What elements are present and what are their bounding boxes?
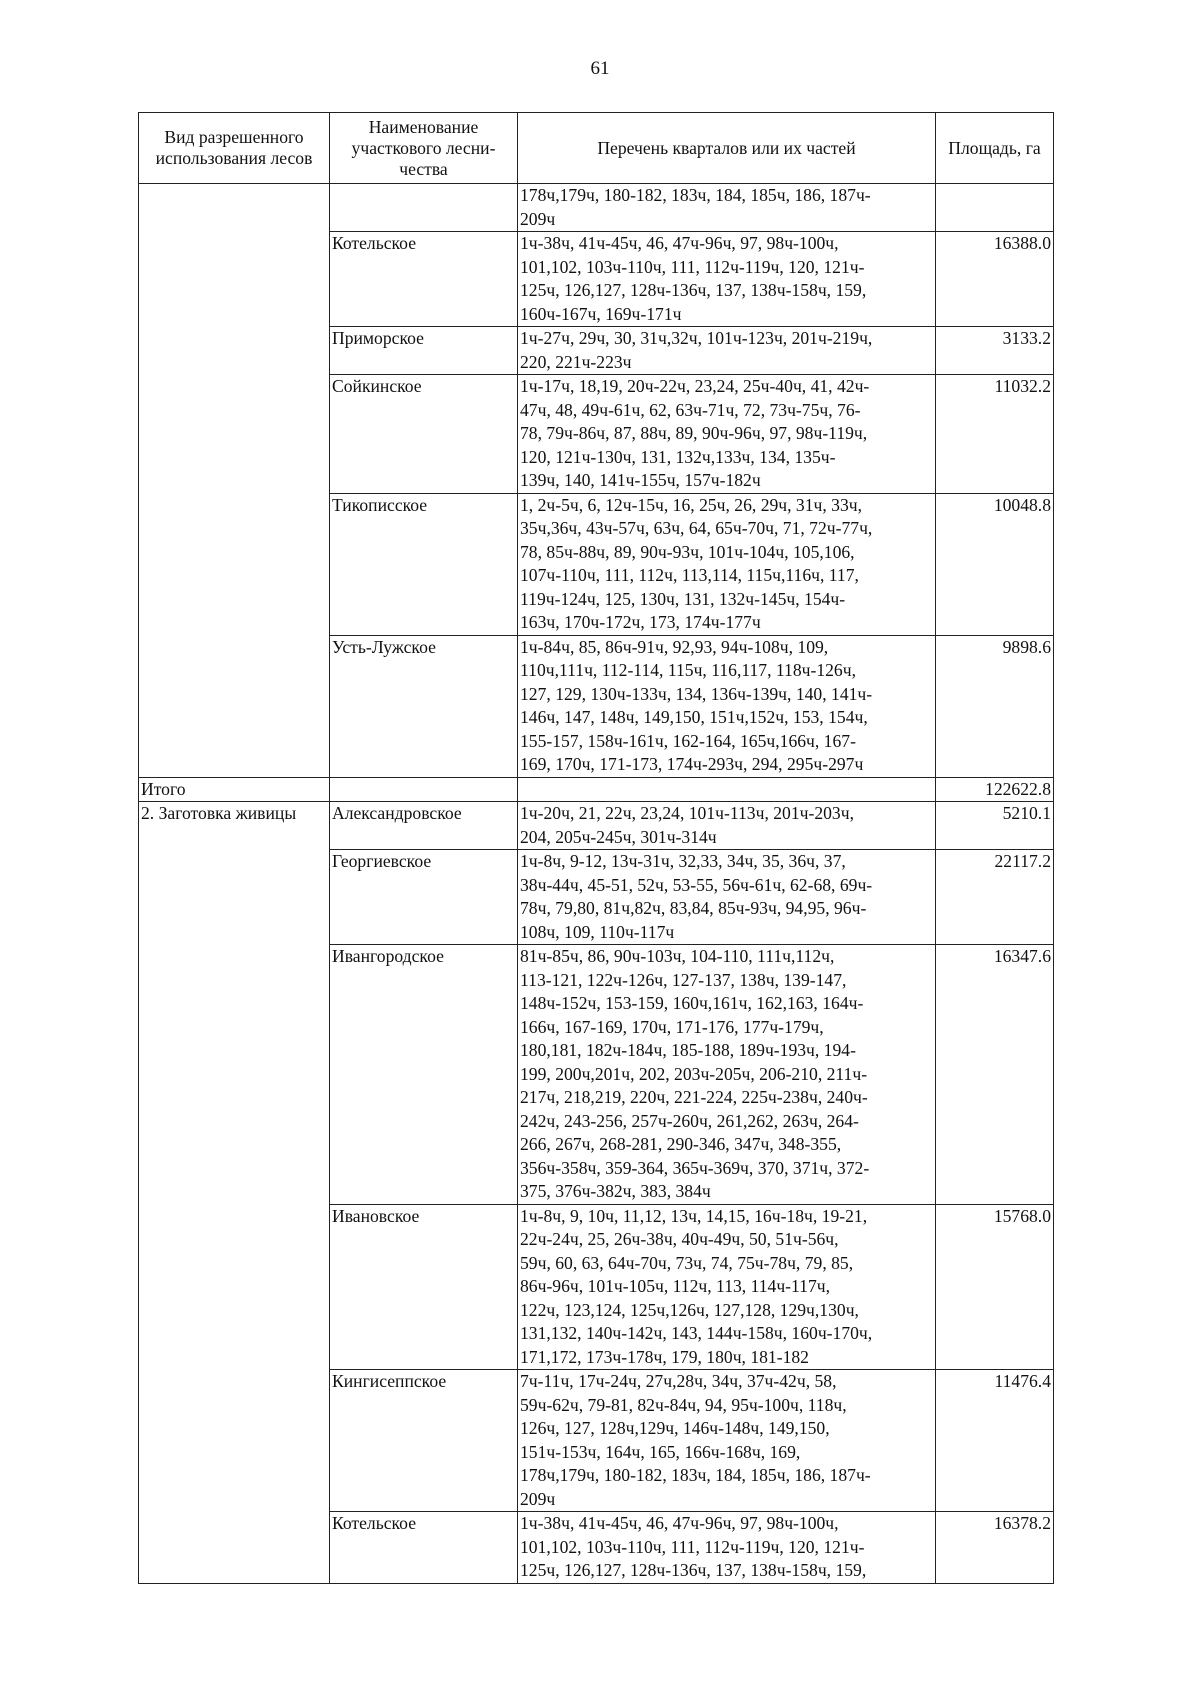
area-cell: 16347.6 <box>936 945 1054 1205</box>
header-quarters-list: Перечень кварталов или их частей <box>518 113 936 184</box>
area-cell: 5210.1 <box>936 802 1054 850</box>
quarters-list-cell: 1ч-20ч, 21, 22ч, 23,24, 101ч-113ч, 201ч-203ч, 204, 205ч-245ч, 301ч-314ч <box>518 802 936 850</box>
forestry-name-cell: Приморское <box>330 327 518 375</box>
header-forestry-name: Наименование участкового лесни-чества <box>330 113 518 184</box>
area-cell: 16378.2 <box>936 1512 1054 1584</box>
quarters-list-cell: 1ч-8ч, 9-12, 13ч-31ч, 32,33, 34ч, 35, 36ч, 37, 38ч-44ч, 45-51, 52ч, 53-55, 56ч-61ч, 62-68, 69ч- 78ч, 79,80, 81ч,82ч, 83,84, 85ч-93ч, 94,95, 96ч- 108ч, 109, 110ч-117ч <box>518 850 936 945</box>
quarters-list-cell <box>518 777 936 802</box>
table-row <box>139 802 1054 850</box>
forestry-name-cell: Котельское <box>330 1512 518 1584</box>
header-area: Площадь, га <box>936 113 1054 184</box>
forestry-name-cell <box>330 184 518 232</box>
area-cell: 22117.2 <box>936 850 1054 945</box>
header-usage-kind: Вид разрешенного использования лесов <box>139 113 330 184</box>
quarters-list-cell: 1, 2ч-5ч, 6, 12ч-15ч, 16, 25ч, 26, 29ч, 31ч, 33ч, 35ч,36ч, 43ч-57ч, 63ч, 64, 65ч-70ч, 71, 72ч-77ч, 78, 85ч-88ч, 89, 90ч-93ч, 101ч-104ч, 105,106, 107ч-110ч, 111, 112ч, 113,114, 115ч,116ч, 117, 119ч-124ч, 125, 130ч, 131, 132ч-145ч, 154ч- 163ч, 170ч-172ч, 173, 174ч-177ч <box>518 493 936 635</box>
area-cell: 11476.4 <box>936 1370 1054 1512</box>
area-cell <box>936 184 1054 232</box>
usage-kind-cell: Итого <box>139 777 330 802</box>
forestry-name-cell: Георгиевское <box>330 850 518 945</box>
forestry-name-cell: Александровское <box>330 802 518 850</box>
quarters-list-cell: 1ч-8ч, 9, 10ч, 11,12, 13ч, 14,15, 16ч-18ч, 19-21, 22ч-24ч, 25, 26ч-38ч, 40ч-49ч, 50, 51ч-56ч, 59ч, 60, 63, 64ч-70ч, 73ч, 74, 75ч-78ч, 79, 85, 86ч-96ч, 101ч-105ч, 112ч, 113, 114ч-117ч, 122ч, 123,124, 125ч,126ч, 127,128, 129ч,130ч, 131,132, 140ч-142ч, 143, 144ч-158ч, 160ч-170ч, 171,172, 173ч-178ч, 179, 180ч, 181-182 <box>518 1204 936 1370</box>
quarters-list-cell: 1ч-38ч, 41ч-45ч, 46, 47ч-96ч, 97, 98ч-100ч, 101,102, 103ч-110ч, 111, 112ч-119ч, 120, 121ч- 125ч, 126,127, 128ч-136ч, 137, 138ч-158ч, 159, 160ч-167ч, 169ч-171ч <box>518 232 936 327</box>
forestry-name-cell: Ивангородское <box>330 945 518 1205</box>
area-cell: 10048.8 <box>936 493 1054 635</box>
quarters-list-cell: 1ч-27ч, 29ч, 30, 31ч,32ч, 101ч-123ч, 201ч-219ч, 220, 221ч-223ч <box>518 327 936 375</box>
forest-use-table <box>138 112 1054 1584</box>
quarters-list-cell: 1ч-84ч, 85, 86ч-91ч, 92,93, 94ч-108ч, 109, 110ч,111ч, 112-114, 115ч, 116,117, 118ч-126ч, 127, 129, 130ч-133ч, 134, 136ч-139ч, 140, 141ч- 146ч, 147, 148ч, 149,150, 151ч,152ч, 153, 154ч, 155-157, 158ч-161ч, 162-164, 165ч,166ч, 167- 169, 170ч, 171-173, 174ч-293ч, 294, 295ч-297ч <box>518 635 936 777</box>
usage-kind-cell <box>139 184 330 778</box>
forestry-name-cell: Котельское <box>330 232 518 327</box>
area-cell: 122622.8 <box>936 777 1054 802</box>
forestry-name-cell: Сойкинское <box>330 375 518 494</box>
area-cell: 16388.0 <box>936 232 1054 327</box>
table-row <box>139 184 1054 232</box>
quarters-list-cell: 1ч-38ч, 41ч-45ч, 46, 47ч-96ч, 97, 98ч-100ч, 101,102, 103ч-110ч, 111, 112ч-119ч, 120, 121ч- 125ч, 126,127, 128ч-136ч, 137, 138ч-158ч, 159, <box>518 1512 936 1584</box>
forestry-name-cell: Ивановское <box>330 1204 518 1370</box>
forestry-name-cell <box>330 777 518 802</box>
table-row <box>139 777 1054 802</box>
usage-kind-cell: 2. Заготовка живицы <box>139 802 330 1584</box>
table-header-row <box>139 113 1054 184</box>
area-cell: 11032.2 <box>936 375 1054 494</box>
quarters-list-cell: 7ч-11ч, 17ч-24ч, 27ч,28ч, 34ч, 37ч-42ч, 58, 59ч-62ч, 79-81, 82ч-84ч, 94, 95ч-100ч, 118ч, 126ч, 127, 128ч,129ч, 146ч-148ч, 149,150, 151ч-153ч, 164ч, 165, 166ч-168ч, 169, 178ч,179ч, 180-182, 183ч, 184, 185ч, 186, 187ч- 209ч <box>518 1370 936 1512</box>
area-cell: 3133.2 <box>936 327 1054 375</box>
forestry-name-cell: Усть-Лужское <box>330 635 518 777</box>
area-cell: 15768.0 <box>936 1204 1054 1370</box>
quarters-list-cell: 81ч-85ч, 86, 90ч-103ч, 104-110, 111ч,112ч, 113-121, 122ч-126ч, 127-137, 138ч, 139-147, 148ч-152ч, 153-159, 160ч,161ч, 162,163, 164ч- 166ч, 167-169, 170ч, 171-176, 177ч-179ч, 180,181, 182ч-184ч, 185-188, 189ч-193ч, 194- 199, 200ч,201ч, 202, 203ч-205ч, 206-210, 211ч- 217ч, 218,219, 220ч, 221-224, 225ч-238ч, 240ч- 242ч, 243-256, 257ч-260ч, 261,262, 263ч, 264- 266, 267ч, 268-281, 290-346, 347ч, 348-355, 356ч-358ч, 359-364, 365ч-369ч, 370, 371ч, 372- 375, 376ч-382ч, 383, 384ч <box>518 945 936 1205</box>
quarters-list-cell: 178ч,179ч, 180-182, 183ч, 184, 185ч, 186, 187ч- 209ч <box>518 184 936 232</box>
page-number: 61 <box>590 58 610 79</box>
forestry-name-cell: Тикописское <box>330 493 518 635</box>
area-cell: 9898.6 <box>936 635 1054 777</box>
forestry-name-cell: Кингисеппское <box>330 1370 518 1512</box>
quarters-list-cell: 1ч-17ч, 18,19, 20ч-22ч, 23,24, 25ч-40ч, 41, 42ч- 47ч, 48, 49ч-61ч, 62, 63ч-71ч, 72, 73ч-75ч, 76- 78, 79ч-86ч, 87, 88ч, 89, 90ч-96ч, 97, 98ч-119ч, 120, 121ч-130ч, 131, 132ч,133ч, 134, 135ч- 139ч, 140, 141ч-155ч, 157ч-182ч <box>518 375 936 494</box>
